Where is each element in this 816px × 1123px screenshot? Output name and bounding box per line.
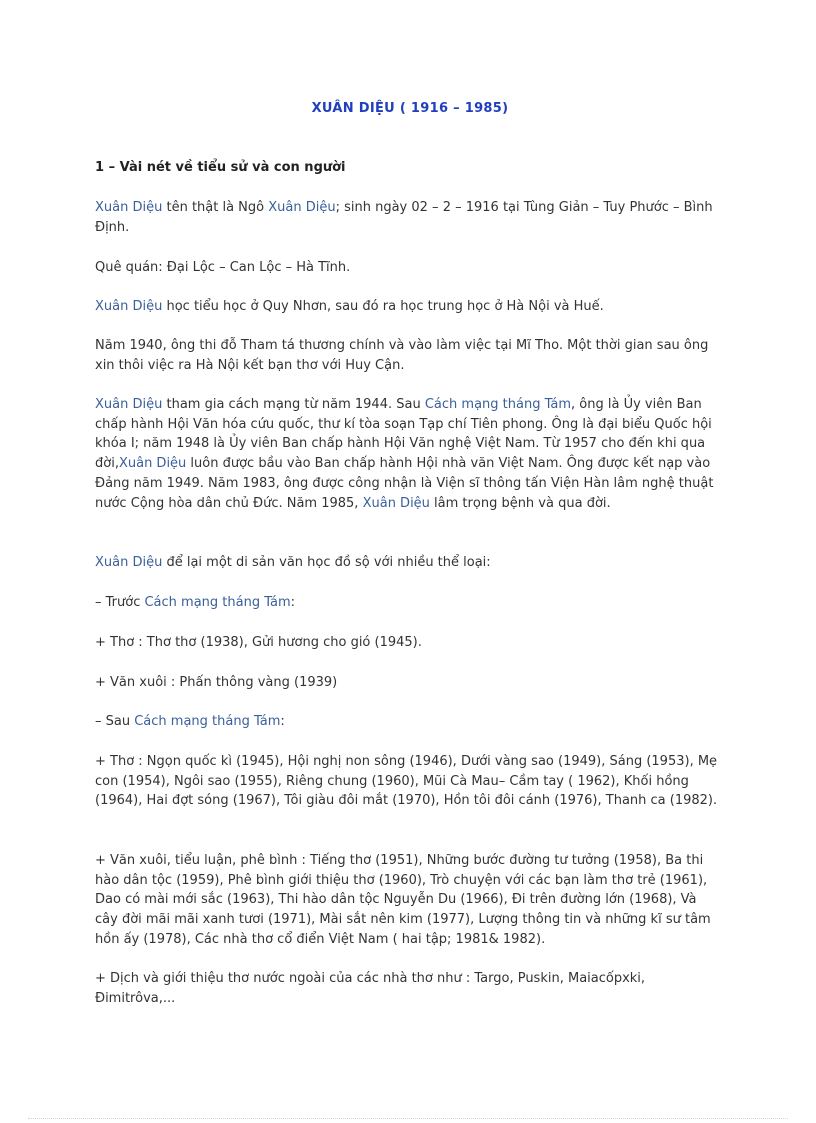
paragraph-revolution: Xuân Diệu tham gia cách mạng từ năm 1944. Sau Cách mạng tháng Tám, ông là Ủy viên Ban chấp hành Hội Văn hóa cứu quốc, thư kí tòa soạn Tạp chí Tiên phong. Ông là đại biểu Quốc hội khóa I; năm 1948 là Ủy viên Ban chấp hành Hội Văn nghệ Việt Nam. Từ 1957 cho đến khi qua đời,Xuân Diệu luôn được bầu vào Ban chấp hành Hội nhà văn Việt Nam. Ông được kết nạp vào Đảng năm 1949. Năm 1983, ông được công nhận là Viện sĩ thông tấn Viện Hàn lâm nghệ thuật nước Cộng hòa dân chủ Đức. Năm 1985, Xuân Diệu lâm trọng bệnh và qua đời. (95, 397, 714, 511)
list-item-translation: + Dịch và giới thiệu thơ nước ngoài của các nhà thơ như : Targo, Puskin, Maiacốpxki, Đimitrôva,... (95, 971, 646, 1006)
list-item-poetry-after: + Thơ : Ngọn quốc kì (1945), Hội nghị non sông (1946), Dưới vàng sao (1949), Sáng (1953), Mẹ con (1954), Ngôi sao (1955), Riêng chung (1960), Mũi Cà Mau– Cầm tay ( 1962), Khối hồng (1964), Hai đợt sóng (1967), Tôi giàu đôi mắt (1970), Hồn tôi đôi cánh (1976), Thanh ca (1982). (95, 754, 718, 809)
paragraph-education: Xuân Diệu học tiểu học ở Quy Nhơn, sau đó ra học trung học ở Hà Nội và Huế. (95, 299, 604, 314)
section-heading: 1 – Vài nét về tiểu sử và con người (95, 160, 346, 175)
author-link[interactable]: Xuân Diệu (118, 456, 187, 472)
document-title: XUÂN DIỆU ( 1916 – 1985) (311, 101, 509, 116)
author-link[interactable]: Xuân Diệu (95, 200, 163, 215)
paragraph-hometown: Quê quán: Đại Lộc – Can Lộc – Hà Tĩnh. (95, 260, 351, 275)
author-link[interactable]: Xuân Diệu (95, 299, 163, 314)
page-footer-divider (28, 1118, 788, 1119)
list-item-prose-before: + Văn xuôi : Phấn thông vàng (1939) (95, 675, 338, 690)
paragraph-legacy: Xuân Diệu để lại một di sản văn học đồ sộ với nhiều thể loại: (95, 555, 491, 570)
list-item-prose-after: + Văn xuôi, tiểu luận, phê bình : Tiếng thơ (1951), Những bước đường tư tưởng (1958), Ba thi hào dân tộc (1959), Phê bình giới thiệu thơ (1960), Trò chuyện với các bạn làm thơ trẻ (1961), Dao có mài mới sắc (1963), Thi hào dân tộc Nguyễn Du (1966), Đi trên đường lớn (1968), Và cây đời mãi mãi xanh tươi (1971), Mài sắt nên kim (1977), Lượng thông tin và những kĩ sư tâm hồn ấy (1978), Các nhà thơ cổ điển Việt Nam ( hai tập; 1981& 1982). (95, 853, 711, 947)
author-link[interactable]: Xuân Diệu (362, 495, 430, 511)
author-link[interactable]: Xuân Diệu (95, 555, 163, 570)
paragraph-birth: Xuân Diệu tên thật là Ngô Xuân Diệu; sinh ngày 02 – 2 – 1916 tại Tùng Giản – Tuy Phước – Bình Định. (95, 200, 713, 235)
paragraph-after: – Sau Cách mạng tháng Tám: (95, 714, 285, 729)
paragraph-career: Năm 1940, ông thi đỗ Tham tá thương chính và vào làm việc tại Mĩ Tho. Một thời gian sau ông xin thôi việc ra Hà Nội kết bạn thơ với Huy Cận. (95, 338, 709, 373)
revolution-link[interactable]: Cách mạng tháng Tám (144, 595, 291, 610)
author-link[interactable]: Xuân Diệu (95, 397, 163, 412)
revolution-link[interactable]: Cách mạng tháng Tám (424, 397, 572, 412)
list-item-poetry-before: + Thơ : Thơ thơ (1938), Gửi hương cho gió (1945). (95, 635, 422, 650)
paragraph-before: – Trước Cách mạng tháng Tám: (95, 595, 296, 610)
revolution-link[interactable]: Cách mạng tháng Tám (134, 714, 281, 729)
author-link[interactable]: Xuân Diệu (268, 200, 336, 215)
